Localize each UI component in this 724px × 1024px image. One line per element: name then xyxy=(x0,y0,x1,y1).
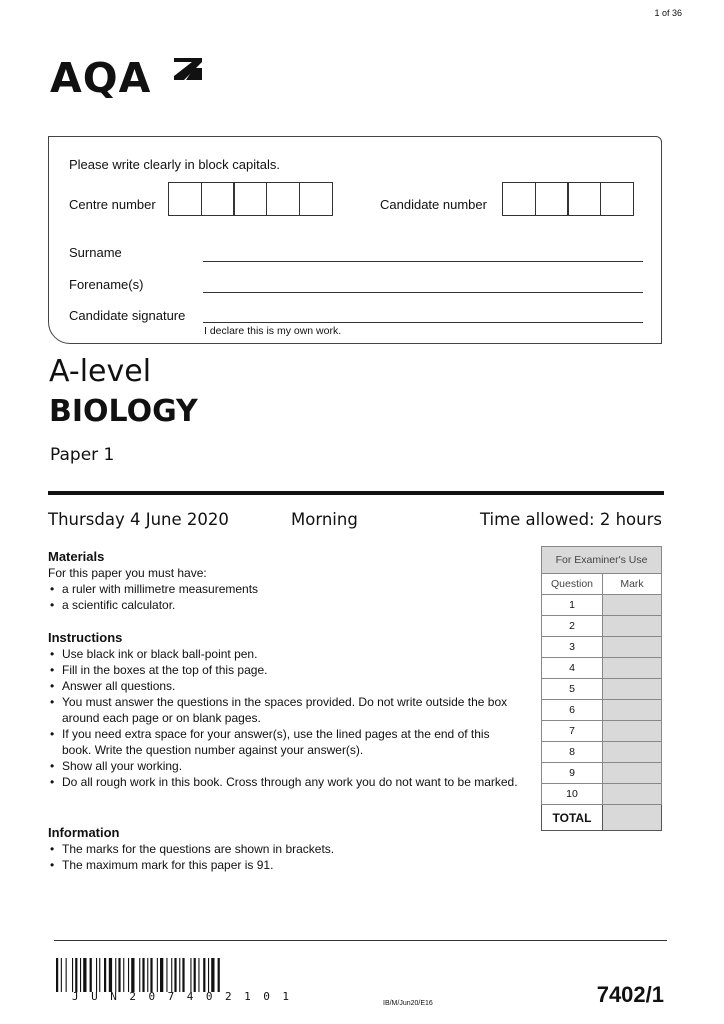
question-number: 2 xyxy=(542,616,603,637)
aqa-logo-icon xyxy=(172,56,204,84)
candidate-number-boxes[interactable] xyxy=(503,182,634,216)
mark-cell[interactable] xyxy=(603,658,662,679)
candidate-number-label: Candidate number xyxy=(380,197,487,212)
paper-reference: IB/M/Jun20/E16 xyxy=(383,1000,433,1007)
footer-divider xyxy=(54,940,667,941)
centre-digit-box[interactable] xyxy=(299,182,333,216)
mark-cell[interactable] xyxy=(603,700,662,721)
instruction-item: • Fill in the boxes at the top of this page. xyxy=(48,662,518,678)
question-number: 6 xyxy=(542,700,603,721)
level-title: A-level xyxy=(49,354,152,389)
mark-cell[interactable] xyxy=(603,595,662,616)
instruction-item: • Use black ink or black ball-point pen. xyxy=(48,646,518,662)
question-number: 7 xyxy=(542,721,603,742)
total-mark-cell[interactable] xyxy=(603,805,662,831)
mark-cell[interactable] xyxy=(603,616,662,637)
question-number: 8 xyxy=(542,742,603,763)
title-divider xyxy=(48,491,664,495)
candidate-digit-box[interactable] xyxy=(567,182,601,216)
centre-number-boxes[interactable] xyxy=(169,182,333,216)
information-section xyxy=(48,824,518,873)
paper-code: 7402/1 xyxy=(596,982,664,1007)
information-item: • The marks for the questions are shown in brackets. xyxy=(48,841,518,857)
mark-cell[interactable] xyxy=(603,637,662,658)
question-column-header: Question xyxy=(542,574,603,595)
declaration-text: I declare this is my own work. xyxy=(204,325,342,337)
centre-digit-box[interactable] xyxy=(201,182,235,216)
question-number: 9 xyxy=(542,763,603,784)
question-number: 1 xyxy=(542,595,603,616)
exam-date: Thursday 4 June 2020 xyxy=(48,510,229,529)
question-number: 10 xyxy=(542,784,603,805)
mark-cell[interactable] xyxy=(603,679,662,700)
forename-field[interactable] xyxy=(203,292,643,293)
materials-intro: For this paper you must have: xyxy=(48,566,207,580)
instruction-item: • Answer all questions. xyxy=(48,678,518,694)
mark-cell[interactable] xyxy=(603,784,662,805)
candidate-digit-box[interactable] xyxy=(600,182,634,216)
instruction-item: • Do all rough work in this book. Cross through any work you do not want to be marked. xyxy=(48,774,518,790)
time-allowed: Time allowed: 2 hours xyxy=(479,510,662,529)
examiner-table-title: For Examiner's Use xyxy=(542,547,662,574)
surname-label: Surname xyxy=(69,245,122,260)
centre-digit-box[interactable] xyxy=(266,182,300,216)
subject-title: BIOLOGY xyxy=(49,394,198,429)
examiner-use-table xyxy=(541,546,662,831)
block-capitals-instruction: Please write clearly in block capitals. xyxy=(69,157,280,172)
information-heading: Information xyxy=(48,825,120,840)
candidate-digit-box[interactable] xyxy=(502,182,536,216)
instruction-item: • If you need extra space for your answer(s), use the lined pages at the end of this book. Write the question number against your answer(s). xyxy=(48,726,518,758)
mark-cell[interactable] xyxy=(603,742,662,763)
aqa-logo: AQA xyxy=(50,54,152,102)
materials-item: • a scientific calculator. xyxy=(48,597,518,613)
materials-item: • a ruler with millimetre measurements xyxy=(48,581,518,597)
mark-cell[interactable] xyxy=(603,763,662,784)
mark-column-header: Mark xyxy=(603,574,662,595)
forename-label: Forename(s) xyxy=(69,277,144,292)
page-number: 1 of 36 xyxy=(654,8,682,18)
candidate-digit-box[interactable] xyxy=(535,182,569,216)
question-number: 5 xyxy=(542,679,603,700)
signature-label: Candidate signature xyxy=(69,308,186,323)
centre-number-label: Centre number xyxy=(69,197,156,212)
instruction-item: • You must answer the questions in the spaces provided. Do not write outside the box around each page or on blank pages. xyxy=(48,694,518,726)
question-number: 4 xyxy=(542,658,603,679)
total-label: TOTAL xyxy=(542,805,603,831)
centre-digit-box[interactable] xyxy=(233,182,267,216)
signature-field[interactable] xyxy=(203,322,643,323)
question-number: 3 xyxy=(542,637,603,658)
materials-heading: Materials xyxy=(48,549,105,564)
instructions-section xyxy=(48,629,518,790)
barcode-icon xyxy=(56,958,281,992)
centre-digit-box[interactable] xyxy=(168,182,202,216)
instructions-heading: Instructions xyxy=(48,630,123,645)
instruction-item: • Show all your working. xyxy=(48,758,518,774)
materials-section xyxy=(48,548,518,613)
paper-title: Paper 1 xyxy=(50,445,115,465)
exam-session: Morning xyxy=(291,510,358,529)
surname-field[interactable] xyxy=(203,261,643,262)
mark-cell[interactable] xyxy=(603,721,662,742)
information-item: • The maximum mark for this paper is 91. xyxy=(48,857,518,873)
barcode-number: JUN207402101 xyxy=(72,990,302,1003)
